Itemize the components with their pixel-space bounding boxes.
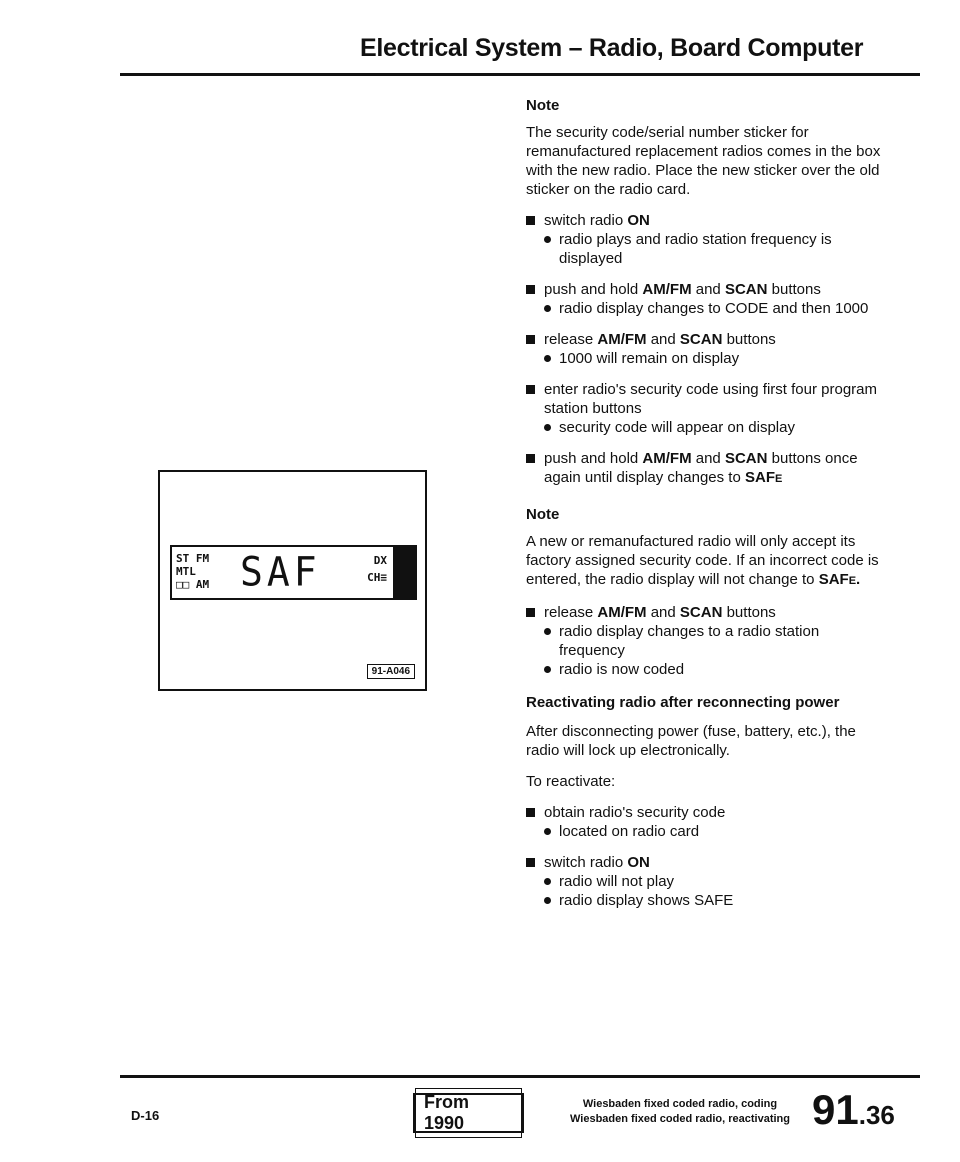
step-item bbox=[526, 330, 886, 368]
footer-topic: Wiesbaden fixed coded radio, coding Wiesbaden fixed coded radio, reactivating bbox=[570, 1098, 790, 1125]
step-list-coding bbox=[526, 211, 886, 489]
step-text: switch radio ON bbox=[526, 211, 886, 230]
radio-display bbox=[170, 545, 417, 600]
round-bullet-icon bbox=[544, 355, 551, 362]
note-heading-2: Note bbox=[526, 506, 560, 523]
sub-item: 1000 will remain on display bbox=[544, 349, 886, 368]
page-title: Electrical System – Radio, Board Computer bbox=[360, 34, 864, 62]
round-bullet-icon bbox=[544, 236, 551, 243]
square-bullet-icon bbox=[526, 285, 535, 294]
page-number: D-16 bbox=[131, 1108, 160, 1123]
section-number: 91.36 bbox=[812, 1086, 895, 1133]
step-item bbox=[526, 211, 886, 268]
square-bullet-icon bbox=[526, 216, 535, 225]
round-bullet-icon bbox=[544, 897, 551, 904]
note-text: The security code/serial number sticker for remanufactured replacement radios comes in the box with the new radio. Place the new sticker over the old sticker on the radio card. bbox=[526, 124, 881, 198]
step-text: enter radio's security code using first four program station buttons bbox=[526, 380, 886, 418]
square-bullet-icon bbox=[526, 608, 535, 617]
reactivate-label: To reactivate: bbox=[526, 773, 616, 790]
radio-display-figure bbox=[158, 470, 427, 691]
square-bullet-icon bbox=[526, 808, 535, 817]
round-bullet-icon bbox=[544, 828, 551, 835]
sub-item: radio will not play bbox=[544, 872, 886, 891]
step-item bbox=[526, 853, 886, 910]
sub-item: radio is now coded bbox=[544, 660, 886, 679]
display-right-indicators: DX CH≡ bbox=[367, 554, 387, 584]
sub-item: radio display changes to CODE and then 1000 bbox=[544, 299, 886, 318]
display-edge-bar bbox=[393, 547, 415, 598]
footer-rule bbox=[120, 1075, 920, 1078]
sub-item: radio display shows SAFE bbox=[544, 891, 886, 910]
sub-item: located on radio card bbox=[544, 822, 886, 841]
step-item bbox=[526, 603, 886, 679]
square-bullet-icon bbox=[526, 385, 535, 394]
main-column bbox=[526, 96, 886, 922]
step-text: obtain radio's security code bbox=[526, 803, 886, 822]
figure-id: 91-A046 bbox=[367, 664, 415, 679]
square-bullet-icon bbox=[526, 335, 535, 344]
square-bullet-icon bbox=[526, 454, 535, 463]
step-text: push and hold AM/FM and SCAN buttons once again until display changes to SAFE bbox=[526, 449, 886, 489]
round-bullet-icon bbox=[544, 424, 551, 431]
section-heading: Reactivating radio after reconnecting power bbox=[526, 694, 840, 711]
step-text: switch radio ON bbox=[526, 853, 886, 872]
step-list-reactivate bbox=[526, 803, 886, 910]
round-bullet-icon bbox=[544, 878, 551, 885]
step-text: push and hold AM/FM and SCAN buttons bbox=[526, 280, 886, 299]
step-item bbox=[526, 449, 886, 489]
step-text: release AM/FM and SCAN buttons bbox=[526, 330, 886, 349]
step-item bbox=[526, 803, 886, 841]
round-bullet-icon bbox=[544, 305, 551, 312]
step-text: release AM/FM and SCAN buttons bbox=[526, 603, 886, 622]
model-year-box bbox=[413, 1093, 524, 1133]
note-heading: Note bbox=[526, 97, 560, 114]
step-list-release bbox=[526, 603, 886, 679]
after-text: After disconnecting power (fuse, battery, etc.), the radio will lock up electronically. bbox=[526, 723, 856, 759]
model-year-label: From 1990 bbox=[415, 1088, 522, 1138]
round-bullet-icon bbox=[544, 628, 551, 635]
display-left-indicators: ST FM MTL □□ AM bbox=[176, 552, 210, 591]
sub-item: security code will appear on display bbox=[544, 418, 886, 437]
display-readout: SAF bbox=[240, 548, 321, 596]
step-item bbox=[526, 280, 886, 318]
header-rule bbox=[120, 73, 920, 76]
note-text-2: A new or remanufactured radio will only accept its factory assigned security code. If an incorrect code is entered, the radio display will not change to SAFE. bbox=[526, 533, 879, 588]
sub-item: radio display changes to a radio station frequency bbox=[544, 622, 886, 660]
round-bullet-icon bbox=[544, 666, 551, 673]
square-bullet-icon bbox=[526, 858, 535, 867]
sub-item: radio plays and radio station frequency is displayed bbox=[544, 230, 886, 268]
step-item bbox=[526, 380, 886, 437]
